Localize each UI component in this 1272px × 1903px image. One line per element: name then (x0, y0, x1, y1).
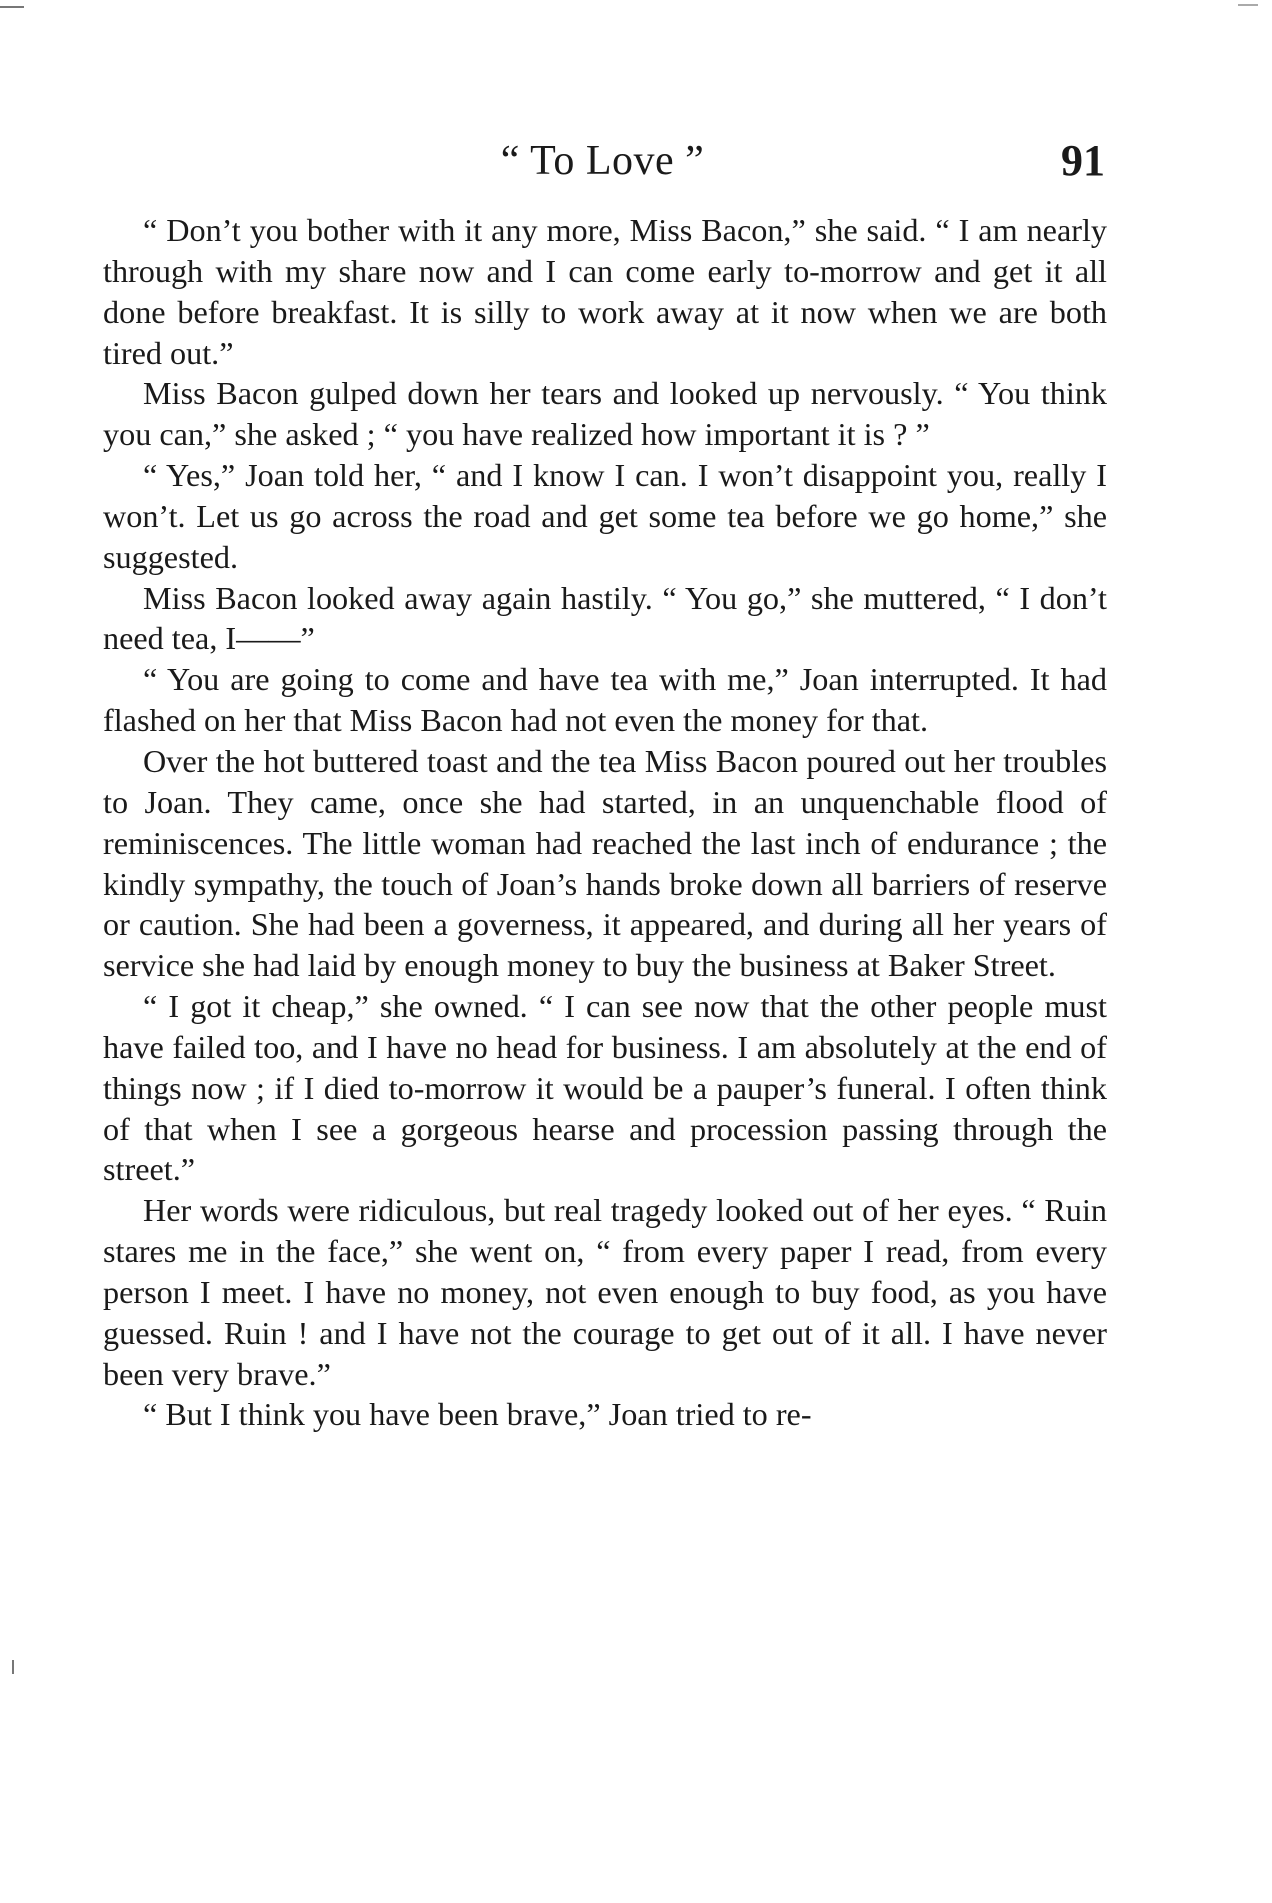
paragraph: Miss Bacon gulped down her tears and looked up nervously. “ You think you can,” she asked ; “ you have realized how important it is ? ” (103, 375, 1107, 453)
page-header (100, 132, 1105, 190)
body-text (103, 210, 1107, 1435)
paragraph: “ I got it cheap,” she owned. “ I can see now that the other people must have failed too, and I have no head for business. I am absolutely at the end of things now ; if I died to-morrow it would be a pauper’s funeral. I often think of that when I see a gorgeous hearse and procession passing through the street.” (103, 988, 1107, 1188)
paragraph: Over the hot buttered toast and the tea Miss Bacon poured out her troubles to Joan. They came, once she had started, in an unquenchable flood of reminiscences. The little woman had reached the last inch of endurance ; the kindly sympathy, the touch of Joan’s hands broke down all barriers of reserve or caution. She had been a governess, it appeared, and during all her years of service she had laid by enough money to buy the business at Baker Street. (103, 742, 1107, 984)
paragraph: Her words were ridiculous, but real tragedy looked out of her eyes. “ Ruin stares me in the face,” she went on, “ from every paper I read, from every person I meet. I have no money, not even enough to buy food, as you have guessed. Ruin ! and I have not the courage to get out of it all. I have never been very brave.” (103, 1192, 1107, 1392)
paragraph: “ But I think you have been brave,” Joan tried to re- (143, 1396, 812, 1433)
running-title: “ To Love ” (500, 138, 705, 184)
scan-mark-left-margin (12, 1660, 14, 1674)
scan-mark-top-left (0, 6, 24, 8)
paragraph: “ Yes,” Joan told her, “ and I know I can. I won’t disappoint you, really I won’t. Let us go across the road and get some tea before we go home,” she suggested. (103, 457, 1107, 575)
paragraph: “ Don’t you bother with it any more, Miss Bacon,” she said. “ I am nearly through with my share now and I can come early to-morrow and get it all done before breakfast. It is silly to work away at it now when we are both tired out.” (103, 212, 1107, 371)
scan-mark-top-right (1238, 4, 1258, 6)
page-number: 91 (1061, 136, 1105, 185)
paragraph: Miss Bacon looked away again hastily. “ You go,” she muttered, “ I don’t need tea, I——” (103, 579, 1107, 657)
paragraph: “ You are going to come and have tea with me,” Joan interrupted. It had flashed on her that Miss Bacon had not even the money for that. (103, 661, 1107, 739)
